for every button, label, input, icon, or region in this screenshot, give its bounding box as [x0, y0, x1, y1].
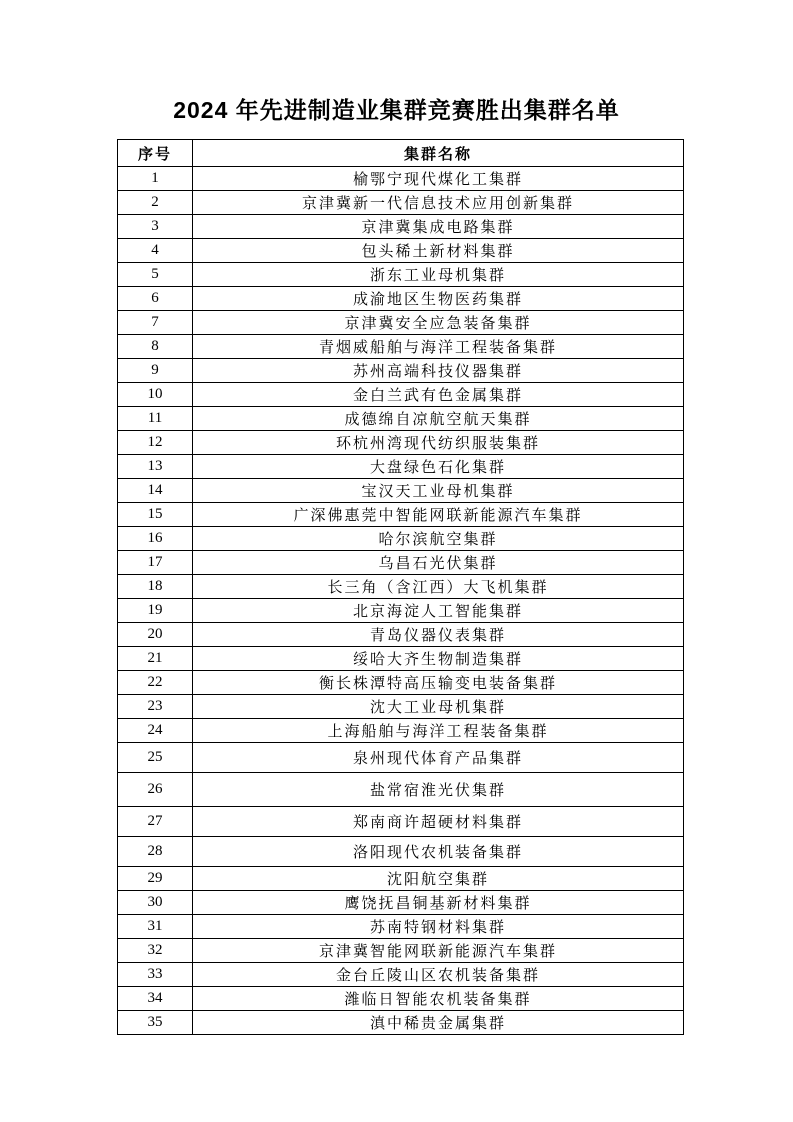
cluster-name: 衡长株潭特高压输变电装备集群 [193, 671, 684, 695]
row-index: 31 [118, 915, 193, 939]
row-index: 34 [118, 987, 193, 1011]
cluster-name: 滇中稀贵金属集群 [193, 1011, 684, 1035]
table-row [118, 867, 684, 891]
cluster-name: 长三角（含江西）大飞机集群 [193, 575, 684, 599]
cluster-name: 沈阳航空集群 [193, 867, 684, 891]
cluster-name: 浙东工业母机集群 [193, 263, 684, 287]
row-index: 15 [118, 503, 193, 527]
table-row [118, 719, 684, 743]
row-index: 7 [118, 311, 193, 335]
table-row [118, 599, 684, 623]
clusters-table [117, 139, 684, 1035]
row-index: 35 [118, 1011, 193, 1035]
row-index: 18 [118, 575, 193, 599]
row-index: 9 [118, 359, 193, 383]
cluster-name: 洛阳现代农机装备集群 [193, 837, 684, 867]
cluster-name: 京津冀智能网联新能源汽车集群 [193, 939, 684, 963]
cluster-name: 大盘绿色石化集群 [193, 455, 684, 479]
row-index: 22 [118, 671, 193, 695]
row-index: 28 [118, 837, 193, 867]
row-index: 17 [118, 551, 193, 575]
cluster-name: 金台丘陵山区农机装备集群 [193, 963, 684, 987]
row-index: 10 [118, 383, 193, 407]
row-index: 13 [118, 455, 193, 479]
cluster-name: 潍临日智能农机装备集群 [193, 987, 684, 1011]
column-header-cluster-name: 集群名称 [193, 140, 684, 167]
table-row [118, 287, 684, 311]
cluster-name: 苏州高端科技仪器集群 [193, 359, 684, 383]
cluster-name: 环杭州湾现代纺织服装集群 [193, 431, 684, 455]
row-index: 19 [118, 599, 193, 623]
page-title: 2024 年先进制造业集群竞赛胜出集群名单 [173, 97, 620, 123]
row-index: 8 [118, 335, 193, 359]
table-row [118, 987, 684, 1011]
table-row [118, 837, 684, 867]
table-row [118, 671, 684, 695]
row-index: 20 [118, 623, 193, 647]
table-row [118, 1011, 684, 1035]
cluster-name: 青烟威船舶与海洋工程装备集群 [193, 335, 684, 359]
row-index: 3 [118, 215, 193, 239]
row-index: 26 [118, 773, 193, 807]
row-index: 32 [118, 939, 193, 963]
table-row [118, 891, 684, 915]
table-row [118, 551, 684, 575]
table-row [118, 479, 684, 503]
cluster-name: 成德绵自凉航空航天集群 [193, 407, 684, 431]
cluster-name: 金白兰武有色金属集群 [193, 383, 684, 407]
table-row [118, 807, 684, 837]
row-index: 6 [118, 287, 193, 311]
table-row [118, 695, 684, 719]
cluster-name: 泉州现代体育产品集群 [193, 743, 684, 773]
table-row [118, 915, 684, 939]
cluster-name: 宝汉天工业母机集群 [193, 479, 684, 503]
row-index: 5 [118, 263, 193, 287]
row-index: 30 [118, 891, 193, 915]
row-index: 12 [118, 431, 193, 455]
table-row [118, 963, 684, 987]
table-row [118, 167, 684, 191]
table-row [118, 191, 684, 215]
table-row [118, 455, 684, 479]
row-index: 11 [118, 407, 193, 431]
cluster-name: 上海船舶与海洋工程装备集群 [193, 719, 684, 743]
row-index: 2 [118, 191, 193, 215]
table-header-row [118, 140, 684, 167]
table-row [118, 359, 684, 383]
cluster-name: 苏南特钢材料集群 [193, 915, 684, 939]
row-index: 16 [118, 527, 193, 551]
row-index: 25 [118, 743, 193, 773]
table-row [118, 503, 684, 527]
table-row [118, 311, 684, 335]
cluster-name: 包头稀土新材料集群 [193, 239, 684, 263]
row-index: 14 [118, 479, 193, 503]
cluster-name: 乌昌石光伏集群 [193, 551, 684, 575]
cluster-name: 鹰饶抚昌铜基新材料集群 [193, 891, 684, 915]
cluster-name: 青岛仪器仪表集群 [193, 623, 684, 647]
cluster-name: 京津冀集成电路集群 [193, 215, 684, 239]
cluster-name: 京津冀新一代信息技术应用创新集群 [193, 191, 684, 215]
table-row [118, 431, 684, 455]
row-index: 24 [118, 719, 193, 743]
row-index: 4 [118, 239, 193, 263]
table-body [118, 167, 684, 1035]
cluster-name: 绥哈大齐生物制造集群 [193, 647, 684, 671]
row-index: 29 [118, 867, 193, 891]
row-index: 27 [118, 807, 193, 837]
cluster-name: 沈大工业母机集群 [193, 695, 684, 719]
cluster-name: 广深佛惠莞中智能网联新能源汽车集群 [193, 503, 684, 527]
table-row [118, 773, 684, 807]
cluster-name: 北京海淀人工智能集群 [193, 599, 684, 623]
cluster-name: 盐常宿淮光伏集群 [193, 773, 684, 807]
table-row [118, 407, 684, 431]
table-row [118, 939, 684, 963]
table-row [118, 527, 684, 551]
cluster-name: 哈尔滨航空集群 [193, 527, 684, 551]
table-row [118, 575, 684, 599]
table-row [118, 215, 684, 239]
table-row [118, 647, 684, 671]
row-index: 1 [118, 167, 193, 191]
cluster-name: 成渝地区生物医药集群 [193, 287, 684, 311]
table-row [118, 335, 684, 359]
table-row [118, 263, 684, 287]
cluster-name: 京津冀安全应急装备集群 [193, 311, 684, 335]
column-header-index: 序号 [118, 140, 193, 167]
row-index: 33 [118, 963, 193, 987]
row-index: 23 [118, 695, 193, 719]
table-row [118, 623, 684, 647]
cluster-name: 榆鄂宁现代煤化工集群 [193, 167, 684, 191]
table-row [118, 383, 684, 407]
table-row [118, 743, 684, 773]
table-row [118, 239, 684, 263]
cluster-name: 郑南商许超硬材料集群 [193, 807, 684, 837]
row-index: 21 [118, 647, 193, 671]
